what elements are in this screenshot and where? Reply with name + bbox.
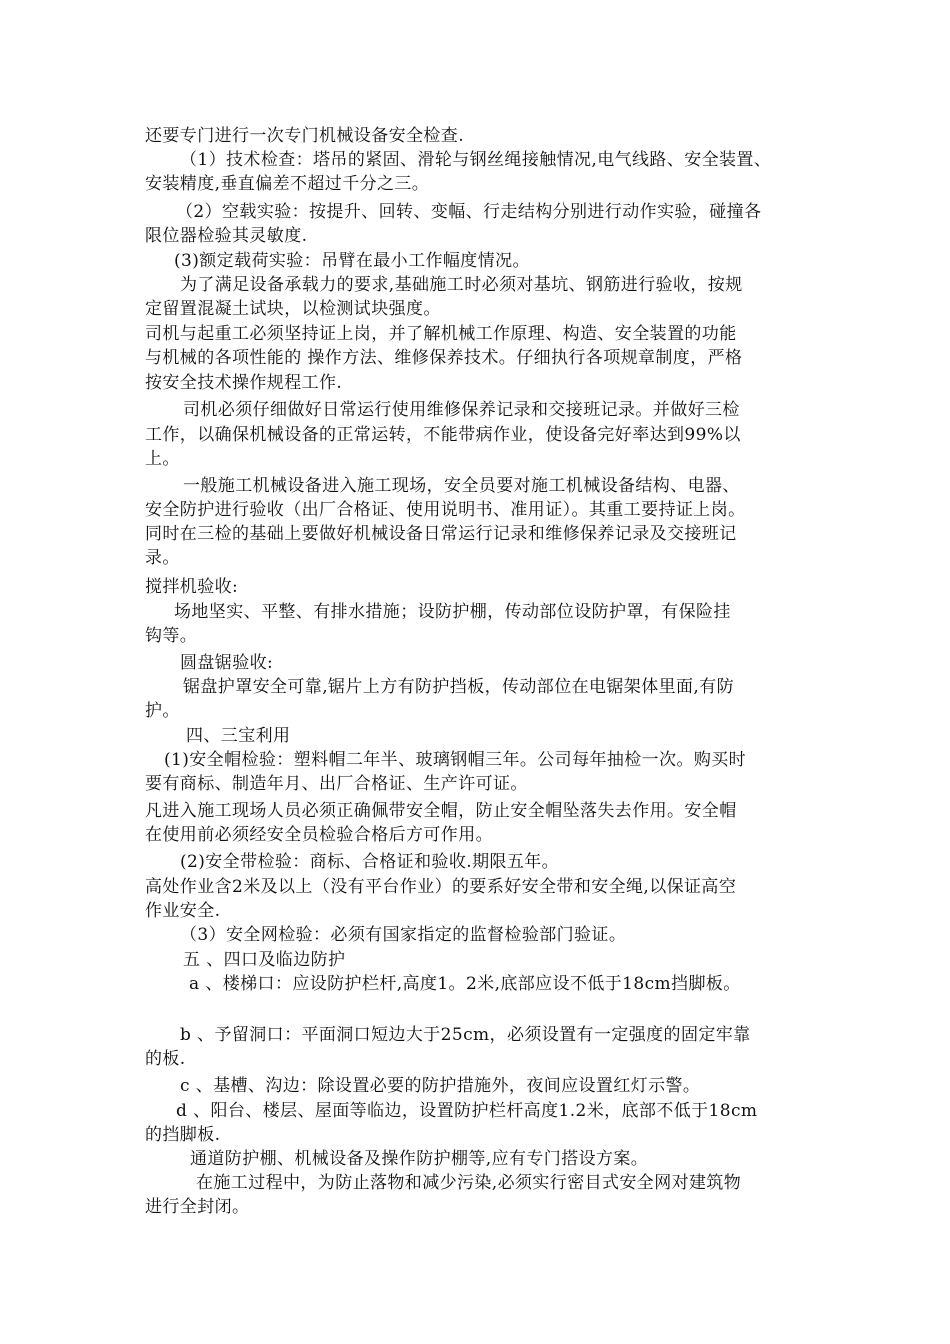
- text-line: 的板.: [145, 1049, 186, 1069]
- text-line: (2)安全带检验：商标、合格证和验收.期限五年。: [180, 852, 560, 872]
- text-line: 一般施工机械设备进入施工现场，安全员要对施工机械设备结构、电器、: [183, 476, 740, 496]
- text-line: （3）安全网检验：必须有国家指定的监督检验部门验证。: [180, 925, 627, 945]
- text-line: 在使用前必须经安全员检验合格后方可作用。: [145, 825, 493, 845]
- text-line: 通道防护棚、机械设备及操作防护棚等,应有专门搭设方案。: [190, 1149, 649, 1169]
- text-line: (1)安全帽检验：塑料帽二年半、玻璃钢帽三年。公司每年抽检一次。购买时: [164, 750, 747, 770]
- text-line: （1）技术检查：塔吊的紧固、滑轮与钢丝绳接触情况,电气线路、安全装置、: [180, 150, 772, 170]
- text-line: 安装精度,垂直偏差不超过千分之三。: [145, 174, 430, 194]
- text-line: 安全防护进行验收（出厂合格证、使用说明书、准用证）。其重工要持证上岗。: [145, 500, 746, 520]
- text-line: c 、基槽、沟边：除设置必要的防护措施外，夜间应设置红灯示警。: [180, 1076, 701, 1096]
- text-line: 作业安全.: [145, 901, 221, 921]
- text-line: 限位器检验其灵敏度.: [145, 226, 308, 246]
- text-line: 按安全技术操作规程工作.: [145, 373, 343, 393]
- text-line: 司机与起重工必须坚持证上岗，并了解机械工作原理、构造、安全装置的功能: [145, 324, 737, 344]
- text-line: 场地坚实、平整、有排水措施；设防护棚，传动部位设防护罩，有保险挂: [174, 602, 731, 622]
- text-line: 搅拌机验收:: [145, 577, 239, 597]
- text-line: 钩等。: [145, 626, 198, 646]
- text-line: 录。: [145, 548, 180, 568]
- text-line: 五 、四口及临边防护: [183, 950, 346, 970]
- text-line: 上。: [145, 449, 180, 469]
- text-line: b 、予留洞口：平面洞口短边大于25cm，必须设置有一定强度的固定牢靠: [180, 1025, 751, 1045]
- text-line: 与机械的各项性能的 操作方法、维修保养技术。仔细执行各项规章制度，严格: [145, 348, 743, 368]
- text-line: （2）空载实验：按提升、回转、变幅、行走结构分别进行动作实验，碰撞各: [176, 202, 762, 222]
- text-line: 要有商标、制造年月、出厂合格证、生产许可证。: [145, 774, 528, 794]
- text-line: (3)额定载荷实验：吊臂在最小工作幅度情况。: [174, 251, 530, 271]
- text-line: d 、阳台、楼层、屋面等临边，设置防护栏杆高度1.2米，底部不低于18cm: [176, 1101, 758, 1121]
- text-line: 司机必须仔细做好日常运行使用维修保养记录和交接班记录。并做好三检: [183, 400, 740, 420]
- text-line: 同时在三检的基础上要做好机械设备日常运行记录和维修保养记录及交接班记: [145, 524, 737, 544]
- text-line: a 、楼梯口：应设防护栏杆,高度1。2米,底部应设不低于18cm挡脚板。: [189, 974, 741, 994]
- text-line: 圆盘锯验收:: [180, 653, 274, 673]
- text-line: 进行全封闭。: [145, 1197, 250, 1217]
- text-line: 四、三宝利用: [186, 726, 291, 746]
- text-line: 在施工过程中，为防止落物和减少污染,必须实行密目式安全网对建筑物: [196, 1173, 742, 1193]
- text-line: 定留置混凝土试块，以检测试块强度。: [145, 299, 441, 319]
- text-line: 还要专门进行一次专门机械设备安全检查.: [145, 126, 465, 146]
- text-line: 锯盘护罩安全可靠,锯片上方有防护挡板，传动部位在电锯架体里面,有防: [183, 677, 735, 697]
- text-line: 为了满足设备承载力的要求,基础施工时必须对基坑、钢筋进行验收，按规: [180, 275, 743, 295]
- text-line: 高处作业含2米及以上（没有平台作业）的要系好安全带和安全绳,以保证高空: [145, 877, 737, 897]
- text-line: 工作，以确保机械设备的正常运转，不能带病作业，使设备完好率达到99%以: [145, 425, 741, 445]
- text-line: 的挡脚板.: [145, 1125, 221, 1145]
- text-line: 凡进入施工现场人员必须正确佩带安全帽，防止安全帽坠落失去作用。安全帽: [145, 801, 737, 821]
- text-line: 护。: [145, 701, 180, 721]
